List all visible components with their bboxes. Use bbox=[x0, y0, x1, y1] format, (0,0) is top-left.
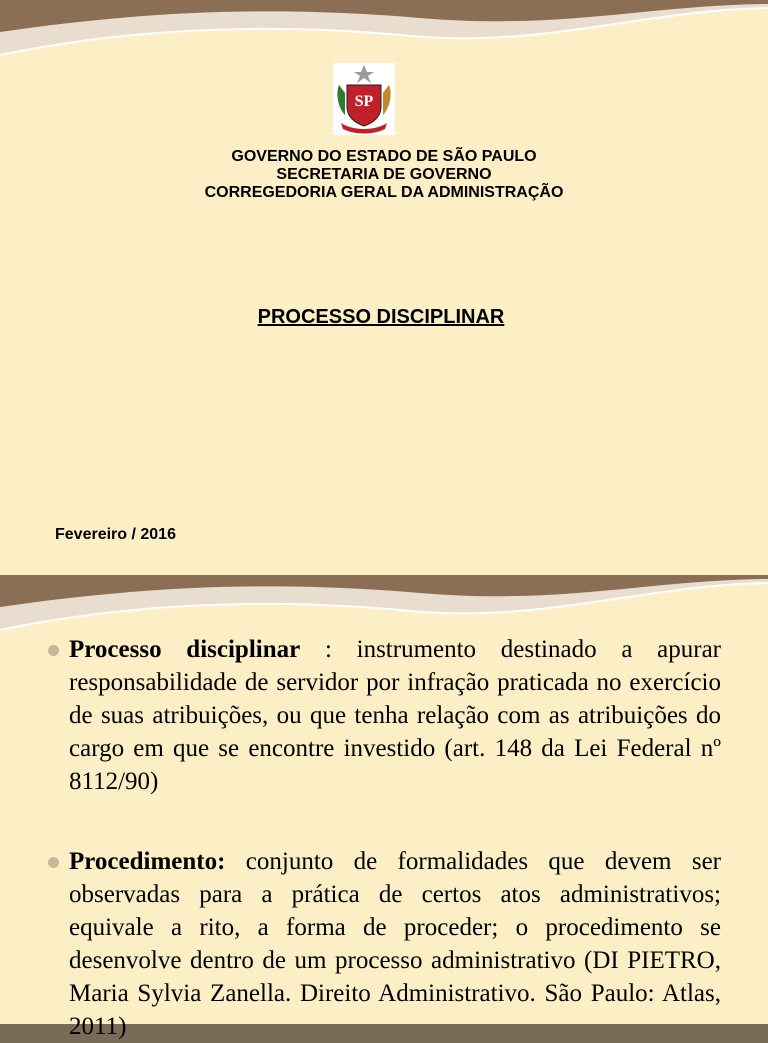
header-line-government: GOVERNO DO ESTADO DE SÃO PAULO bbox=[231, 148, 537, 165]
emblem-letters: SP bbox=[354, 93, 374, 110]
slide-date: Fevereiro / 2016 bbox=[55, 526, 176, 543]
bullet-item-processo-disciplinar bbox=[69, 633, 721, 798]
sao-paulo-coat-of-arms-icon bbox=[333, 63, 395, 135]
content-slide bbox=[0, 575, 768, 1040]
bullet-item-procedimento bbox=[69, 845, 721, 1043]
bullet-dot-icon bbox=[48, 857, 59, 868]
bullet-text: : instrumento destinado a apurar responsabilidade de servidor por infração praticada no exercício de suas atribuições, ou que tenha relação com as atribuições do cargo em que se encontre investido (art. 148 da Lei Federal nº 8112/90) bbox=[69, 636, 721, 795]
slide-title: PROCESSO DISCIPLINAR bbox=[257, 306, 505, 328]
bullet-term: Procedimento: bbox=[69, 848, 226, 875]
bullet-text: conjunto de formalidades que devem ser observadas para a prática de certos atos administrativos; equivale a rito, a forma de proceder; o procedimento se desenvolve dentro de um processo administrativo (DI PIETRO, Maria Sylvia Zanella. Direito Administrativo. São Paulo: Atlas, 2011) bbox=[69, 848, 721, 1040]
bullet-term: Processo disciplinar bbox=[69, 636, 301, 663]
header-line-corregedoria: CORREGEDORIA GERAL DA ADMINISTRAÇÃO bbox=[204, 184, 564, 201]
header-line-secretariat: SECRETARIA DE GOVERNO bbox=[276, 166, 492, 183]
bullet-dot-icon bbox=[48, 645, 59, 656]
